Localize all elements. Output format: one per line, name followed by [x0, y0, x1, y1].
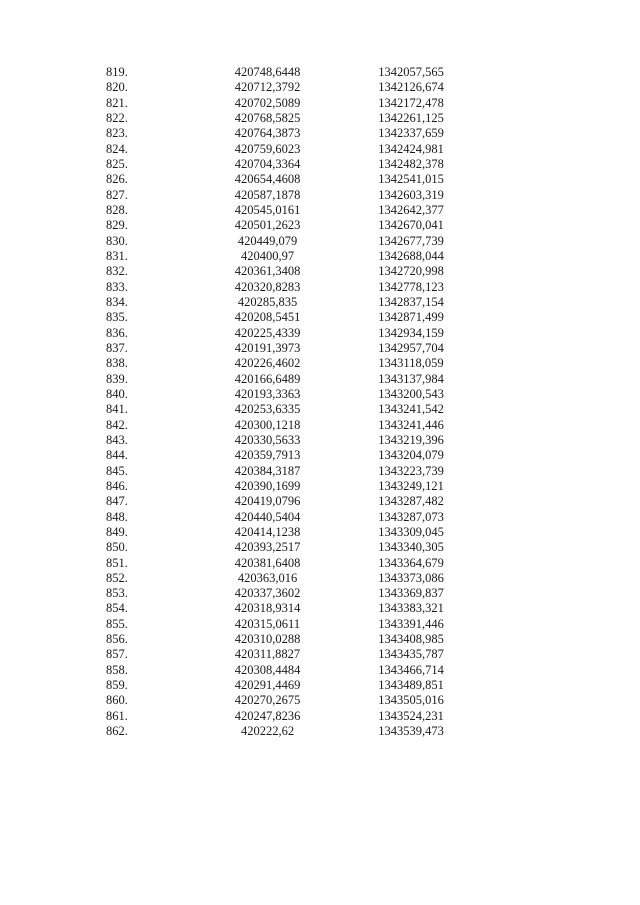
x-coordinate: 420361,3408: [234, 264, 301, 279]
point-number: 861.: [106, 708, 128, 723]
table-row: [0, 571, 640, 586]
table-row: [0, 142, 640, 157]
x-coordinate: 420308,4484: [234, 662, 301, 677]
y-coordinate: 1343505,016: [378, 693, 444, 708]
x-coordinate: 420587,1878: [234, 187, 301, 202]
point-number: 839.: [106, 371, 128, 386]
point-number: 848.: [106, 509, 128, 524]
y-coordinate: 1343241,542: [378, 402, 444, 417]
table-row: [0, 310, 640, 325]
x-coordinate: 420702,5089: [234, 95, 301, 110]
x-coordinate: 420449,079: [237, 233, 298, 248]
y-coordinate: 1342871,499: [378, 310, 444, 325]
point-number: 833.: [106, 279, 128, 294]
y-coordinate: 1342482,378: [378, 156, 444, 171]
table-row: [0, 464, 640, 479]
table-row: [0, 693, 640, 708]
x-coordinate: 420390,1699: [234, 478, 301, 493]
y-coordinate: 1343539,473: [378, 724, 444, 739]
y-coordinate: 1342337,659: [378, 126, 444, 141]
x-coordinate: 420285,835: [237, 294, 298, 309]
y-coordinate: 1343287,482: [378, 494, 444, 509]
table-row: [0, 709, 640, 724]
point-number: 837.: [106, 340, 128, 355]
y-coordinate: 1342837,154: [378, 294, 444, 309]
table-row: [0, 632, 640, 647]
x-coordinate: 420384,3187: [234, 463, 301, 478]
table-row: [0, 203, 640, 218]
point-number: 835.: [106, 310, 128, 325]
x-coordinate: 420337,3602: [234, 586, 301, 601]
point-number: 853.: [106, 586, 128, 601]
point-number: 851.: [106, 555, 128, 570]
point-number: 825.: [106, 156, 128, 171]
table-row: [0, 402, 640, 417]
x-coordinate: 420191,3973: [234, 340, 301, 355]
x-coordinate: 420318,9314: [234, 601, 301, 616]
y-coordinate: 1342057,565: [378, 65, 444, 79]
point-number: 840.: [106, 386, 128, 401]
y-coordinate: 1342642,377: [378, 202, 444, 217]
table-row: [0, 80, 640, 95]
table-row: [0, 341, 640, 356]
y-coordinate: 1342603,319: [378, 187, 444, 202]
table-row: [0, 218, 640, 233]
point-number: 819.: [106, 65, 128, 79]
x-coordinate: 420704,3364: [234, 156, 301, 171]
x-coordinate: 420759,6023: [234, 141, 301, 156]
point-number: 827.: [106, 187, 128, 202]
table-row: [0, 234, 640, 249]
y-coordinate: 1343524,231: [378, 708, 444, 723]
point-number: 842.: [106, 417, 128, 432]
x-coordinate: 420393,2517: [234, 540, 301, 555]
point-number: 847.: [106, 494, 128, 509]
x-coordinate: 420247,8236: [234, 708, 301, 723]
y-coordinate: 1342126,674: [378, 80, 444, 95]
point-number: 852.: [106, 570, 128, 585]
y-coordinate: 1343249,121: [378, 478, 444, 493]
point-number: 820.: [106, 80, 128, 95]
x-coordinate: 420253,6335: [234, 402, 301, 417]
point-number: 856.: [106, 632, 128, 647]
table-row: [0, 494, 640, 509]
point-number: 829.: [106, 218, 128, 233]
y-coordinate: 1343466,714: [378, 662, 444, 677]
y-coordinate: 1343200,543: [378, 386, 444, 401]
table-row: [0, 295, 640, 310]
x-coordinate: 420400,97: [240, 248, 295, 263]
x-coordinate: 420315,0611: [234, 616, 301, 631]
table-row: [0, 479, 640, 494]
y-coordinate: 1343241,446: [378, 417, 444, 432]
x-coordinate: 420501,2623: [234, 218, 301, 233]
y-coordinate: 1343373,086: [378, 570, 444, 585]
table-row: [0, 96, 640, 111]
table-row: [0, 157, 640, 172]
point-number: 832.: [106, 264, 128, 279]
y-coordinate: 1343489,851: [378, 678, 444, 693]
point-number: 858.: [106, 662, 128, 677]
table-row: [0, 586, 640, 601]
point-number: 849.: [106, 524, 128, 539]
table-row: [0, 264, 640, 279]
y-coordinate: 1343340,305: [378, 540, 444, 555]
table-row: [0, 663, 640, 678]
point-number: 843.: [106, 432, 128, 447]
point-number: 824.: [106, 141, 128, 156]
table-row: [0, 647, 640, 662]
point-number: 850.: [106, 540, 128, 555]
point-number: 857.: [106, 647, 128, 662]
x-coordinate: 420712,3792: [234, 80, 301, 95]
point-number: 859.: [106, 678, 128, 693]
point-number: 846.: [106, 478, 128, 493]
y-coordinate: 1342670,041: [378, 218, 444, 233]
point-number: 862.: [106, 724, 128, 739]
point-number: 830.: [106, 233, 128, 248]
point-number: 831.: [106, 248, 128, 263]
y-coordinate: 1343364,679: [378, 555, 444, 570]
table-row: [0, 372, 640, 387]
x-coordinate: 420381,6408: [234, 555, 301, 570]
table-row: [0, 249, 640, 264]
table-row: [0, 601, 640, 616]
point-number: 821.: [106, 95, 128, 110]
point-number: 823.: [106, 126, 128, 141]
x-coordinate: 420300,1218: [234, 417, 301, 432]
table-row: [0, 111, 640, 126]
table-row: [0, 556, 640, 571]
y-coordinate: 1343219,396: [378, 432, 444, 447]
y-coordinate: 1342424,981: [378, 141, 444, 156]
table-row: [0, 418, 640, 433]
x-coordinate: 420193,3363: [234, 386, 301, 401]
x-coordinate: 420545,0161: [234, 202, 301, 217]
y-coordinate: 1342677,739: [378, 233, 444, 248]
x-coordinate: 420363,016: [237, 570, 298, 585]
x-coordinate: 420748,6448: [234, 65, 301, 79]
y-coordinate: 1343383,321: [378, 601, 444, 616]
point-number: 822.: [106, 110, 128, 125]
table-row: [0, 172, 640, 187]
y-coordinate: 1342934,159: [378, 325, 444, 340]
point-number: 826.: [106, 172, 128, 187]
x-coordinate: 420768,5825: [234, 110, 301, 125]
x-coordinate: 420226,4602: [234, 356, 301, 371]
x-coordinate: 420764,3873: [234, 126, 301, 141]
x-coordinate: 420291,4469: [234, 678, 301, 693]
table-row: [0, 617, 640, 632]
table-row: [0, 126, 640, 141]
x-coordinate: 420330,5633: [234, 432, 301, 447]
y-coordinate: 1342957,704: [378, 340, 444, 355]
table-row: [0, 65, 640, 80]
table-row: [0, 280, 640, 295]
y-coordinate: 1342261,125: [378, 110, 444, 125]
point-number: 855.: [106, 616, 128, 631]
x-coordinate: 420311,8827: [234, 647, 301, 662]
y-coordinate: 1343287,073: [378, 509, 444, 524]
y-coordinate: 1343137,984: [378, 371, 444, 386]
x-coordinate: 420166,6489: [234, 371, 301, 386]
point-number: 841.: [106, 402, 128, 417]
y-coordinate: 1343309,045: [378, 524, 444, 539]
y-coordinate: 1342778,123: [378, 279, 444, 294]
point-number: 828.: [106, 202, 128, 217]
x-coordinate: 420225,4339: [234, 325, 301, 340]
x-coordinate: 420270,2675: [234, 693, 301, 708]
x-coordinate: 420440,5404: [234, 509, 301, 524]
y-coordinate: 1342541,015: [378, 172, 444, 187]
x-coordinate: 420208,5451: [234, 310, 301, 325]
table-row: [0, 326, 640, 341]
x-coordinate: 420320,8283: [234, 279, 301, 294]
table-row: [0, 433, 640, 448]
table-row: [0, 525, 640, 540]
point-number: 854.: [106, 601, 128, 616]
x-coordinate: 420359,7913: [234, 448, 301, 463]
table-row: [0, 540, 640, 555]
point-number: 838.: [106, 356, 128, 371]
y-coordinate: 1343408,985: [378, 632, 444, 647]
table-row: [0, 356, 640, 371]
coordinate-table: [0, 65, 640, 739]
y-coordinate: 1343391,446: [378, 616, 444, 631]
y-coordinate: 1342688,044: [378, 248, 444, 263]
y-coordinate: 1342720,998: [378, 264, 444, 279]
point-number: 834.: [106, 294, 128, 309]
y-coordinate: 1343369,837: [378, 586, 444, 601]
table-row: [0, 188, 640, 203]
y-coordinate: 1343118,059: [378, 356, 444, 371]
table-row: [0, 678, 640, 693]
point-number: 860.: [106, 693, 128, 708]
table-row: [0, 448, 640, 463]
point-number: 836.: [106, 325, 128, 340]
y-coordinate: 1343435,787: [378, 647, 444, 662]
x-coordinate: 420310,0288: [234, 632, 301, 647]
x-coordinate: 420419,0796: [234, 494, 301, 509]
y-coordinate: 1343204,079: [378, 448, 444, 463]
table-row: [0, 387, 640, 402]
y-coordinate: 1342172,478: [378, 95, 444, 110]
point-number: 844.: [106, 448, 128, 463]
x-coordinate: 420654,4608: [234, 172, 301, 187]
x-coordinate: 420222,62: [240, 724, 295, 739]
table-row: [0, 724, 640, 739]
y-coordinate: 1343223,739: [378, 463, 444, 478]
point-number: 845.: [106, 463, 128, 478]
table-row: [0, 510, 640, 525]
x-coordinate: 420414,1238: [234, 524, 301, 539]
